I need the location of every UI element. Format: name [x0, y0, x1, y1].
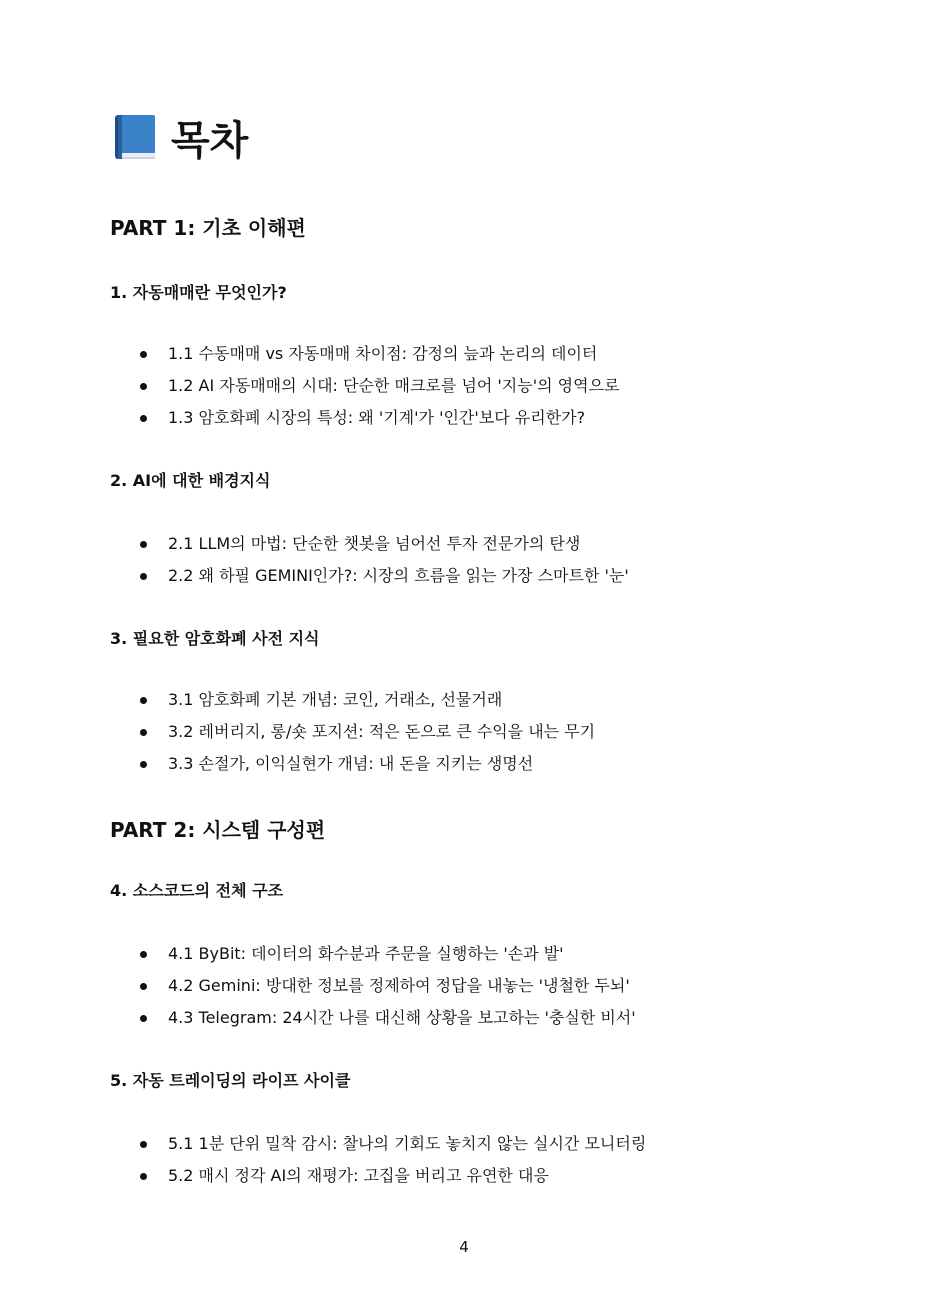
bullet-icon: [140, 951, 147, 958]
list-item: [138, 338, 619, 370]
list-item: [138, 1160, 646, 1192]
list-item-text: 1.2 AI 자동매매의 시대: 단순한 매크로를 넘어 '지능'의 영역으로: [168, 376, 620, 395]
list-item: [138, 938, 636, 970]
page-number: 4: [459, 1238, 469, 1256]
list-item-text: 4.3 Telegram: 24시간 나를 대신해 상황을 보고하는 '충실한 비서': [168, 1008, 636, 1027]
bullet-icon: [140, 1015, 147, 1022]
bullet-icon: [140, 697, 147, 704]
list-item-text: 5.1 1분 단위 밀착 감시: 찰나의 기회도 놓치지 않는 실시간 모니터링: [168, 1134, 647, 1153]
list-item-text: 2.2 왜 하필 GEMINI인가?: 시장의 흐름을 읽는 가장 스마트한 '눈': [168, 566, 629, 585]
section-heading: 5. 자동 트레이딩의 라이프 사이클: [110, 1071, 351, 1090]
toc-list: [138, 684, 595, 780]
bullet-icon: [140, 761, 147, 768]
bullet-icon: [140, 415, 147, 422]
blue-book-icon: [113, 113, 157, 161]
list-item: [138, 684, 595, 716]
list-item: [138, 748, 595, 780]
part-heading: PART 2: 시스템 구성편: [110, 818, 326, 842]
bullet-icon: [140, 383, 147, 390]
bullet-icon: [140, 1141, 147, 1148]
toc-title-row: [113, 108, 248, 166]
page-title: 목차: [171, 117, 249, 164]
bullet-icon: [140, 351, 147, 358]
part-heading: PART 1: 기초 이해편: [110, 216, 306, 240]
bullet-icon: [140, 541, 147, 548]
list-item-text: 2.1 LLM의 마법: 단순한 챗봇을 넘어선 투자 전문가의 탄생: [168, 534, 581, 553]
list-item-text: 3.3 손절가, 이익실현가 개념: 내 돈을 지키는 생명선: [168, 754, 534, 773]
list-item: [138, 402, 619, 434]
list-item-text: 1.1 수동매매 vs 자동매매 차이점: 감정의 늪과 논리의 데이터: [168, 344, 598, 363]
list-item: [138, 716, 595, 748]
list-item: [138, 970, 636, 1002]
toc-list: [138, 938, 636, 1034]
toc-list: [138, 528, 629, 592]
list-item-text: 1.3 암호화폐 시장의 특성: 왜 '기계'가 '인간'보다 유리한가?: [168, 408, 586, 427]
bullet-icon: [140, 729, 147, 736]
list-item-text: 4.1 ByBit: 데이터의 화수분과 주문을 실행하는 '손과 발': [168, 944, 564, 963]
section-heading: 1. 자동매매란 무엇인가?: [110, 283, 287, 302]
section-heading: 3. 필요한 암호화폐 사전 지식: [110, 629, 320, 648]
bullet-icon: [140, 983, 147, 990]
toc-list: [138, 338, 619, 434]
list-item: [138, 560, 629, 592]
list-item-text: 3.1 암호화폐 기본 개념: 코인, 거래소, 선물거래: [168, 690, 503, 709]
section-heading: 4. 소스코드의 전체 구조: [110, 881, 284, 900]
list-item-text: 5.2 매시 정각 AI의 재평가: 고집을 버리고 유연한 대응: [168, 1166, 549, 1185]
list-item: [138, 528, 629, 560]
toc-list: [138, 1128, 646, 1192]
bullet-icon: [140, 573, 147, 580]
bullet-icon: [140, 1173, 147, 1180]
list-item-text: 3.2 레버리지, 롱/숏 포지션: 적은 돈으로 큰 수익을 내는 무기: [168, 722, 596, 741]
list-item: [138, 1002, 636, 1034]
list-item-text: 4.2 Gemini: 방대한 정보를 정제하여 정답을 내놓는 '냉철한 두뇌': [168, 976, 630, 995]
section-heading: 2. AI에 대한 배경지식: [110, 471, 271, 490]
list-item: [138, 1128, 646, 1160]
list-item: [138, 370, 619, 402]
